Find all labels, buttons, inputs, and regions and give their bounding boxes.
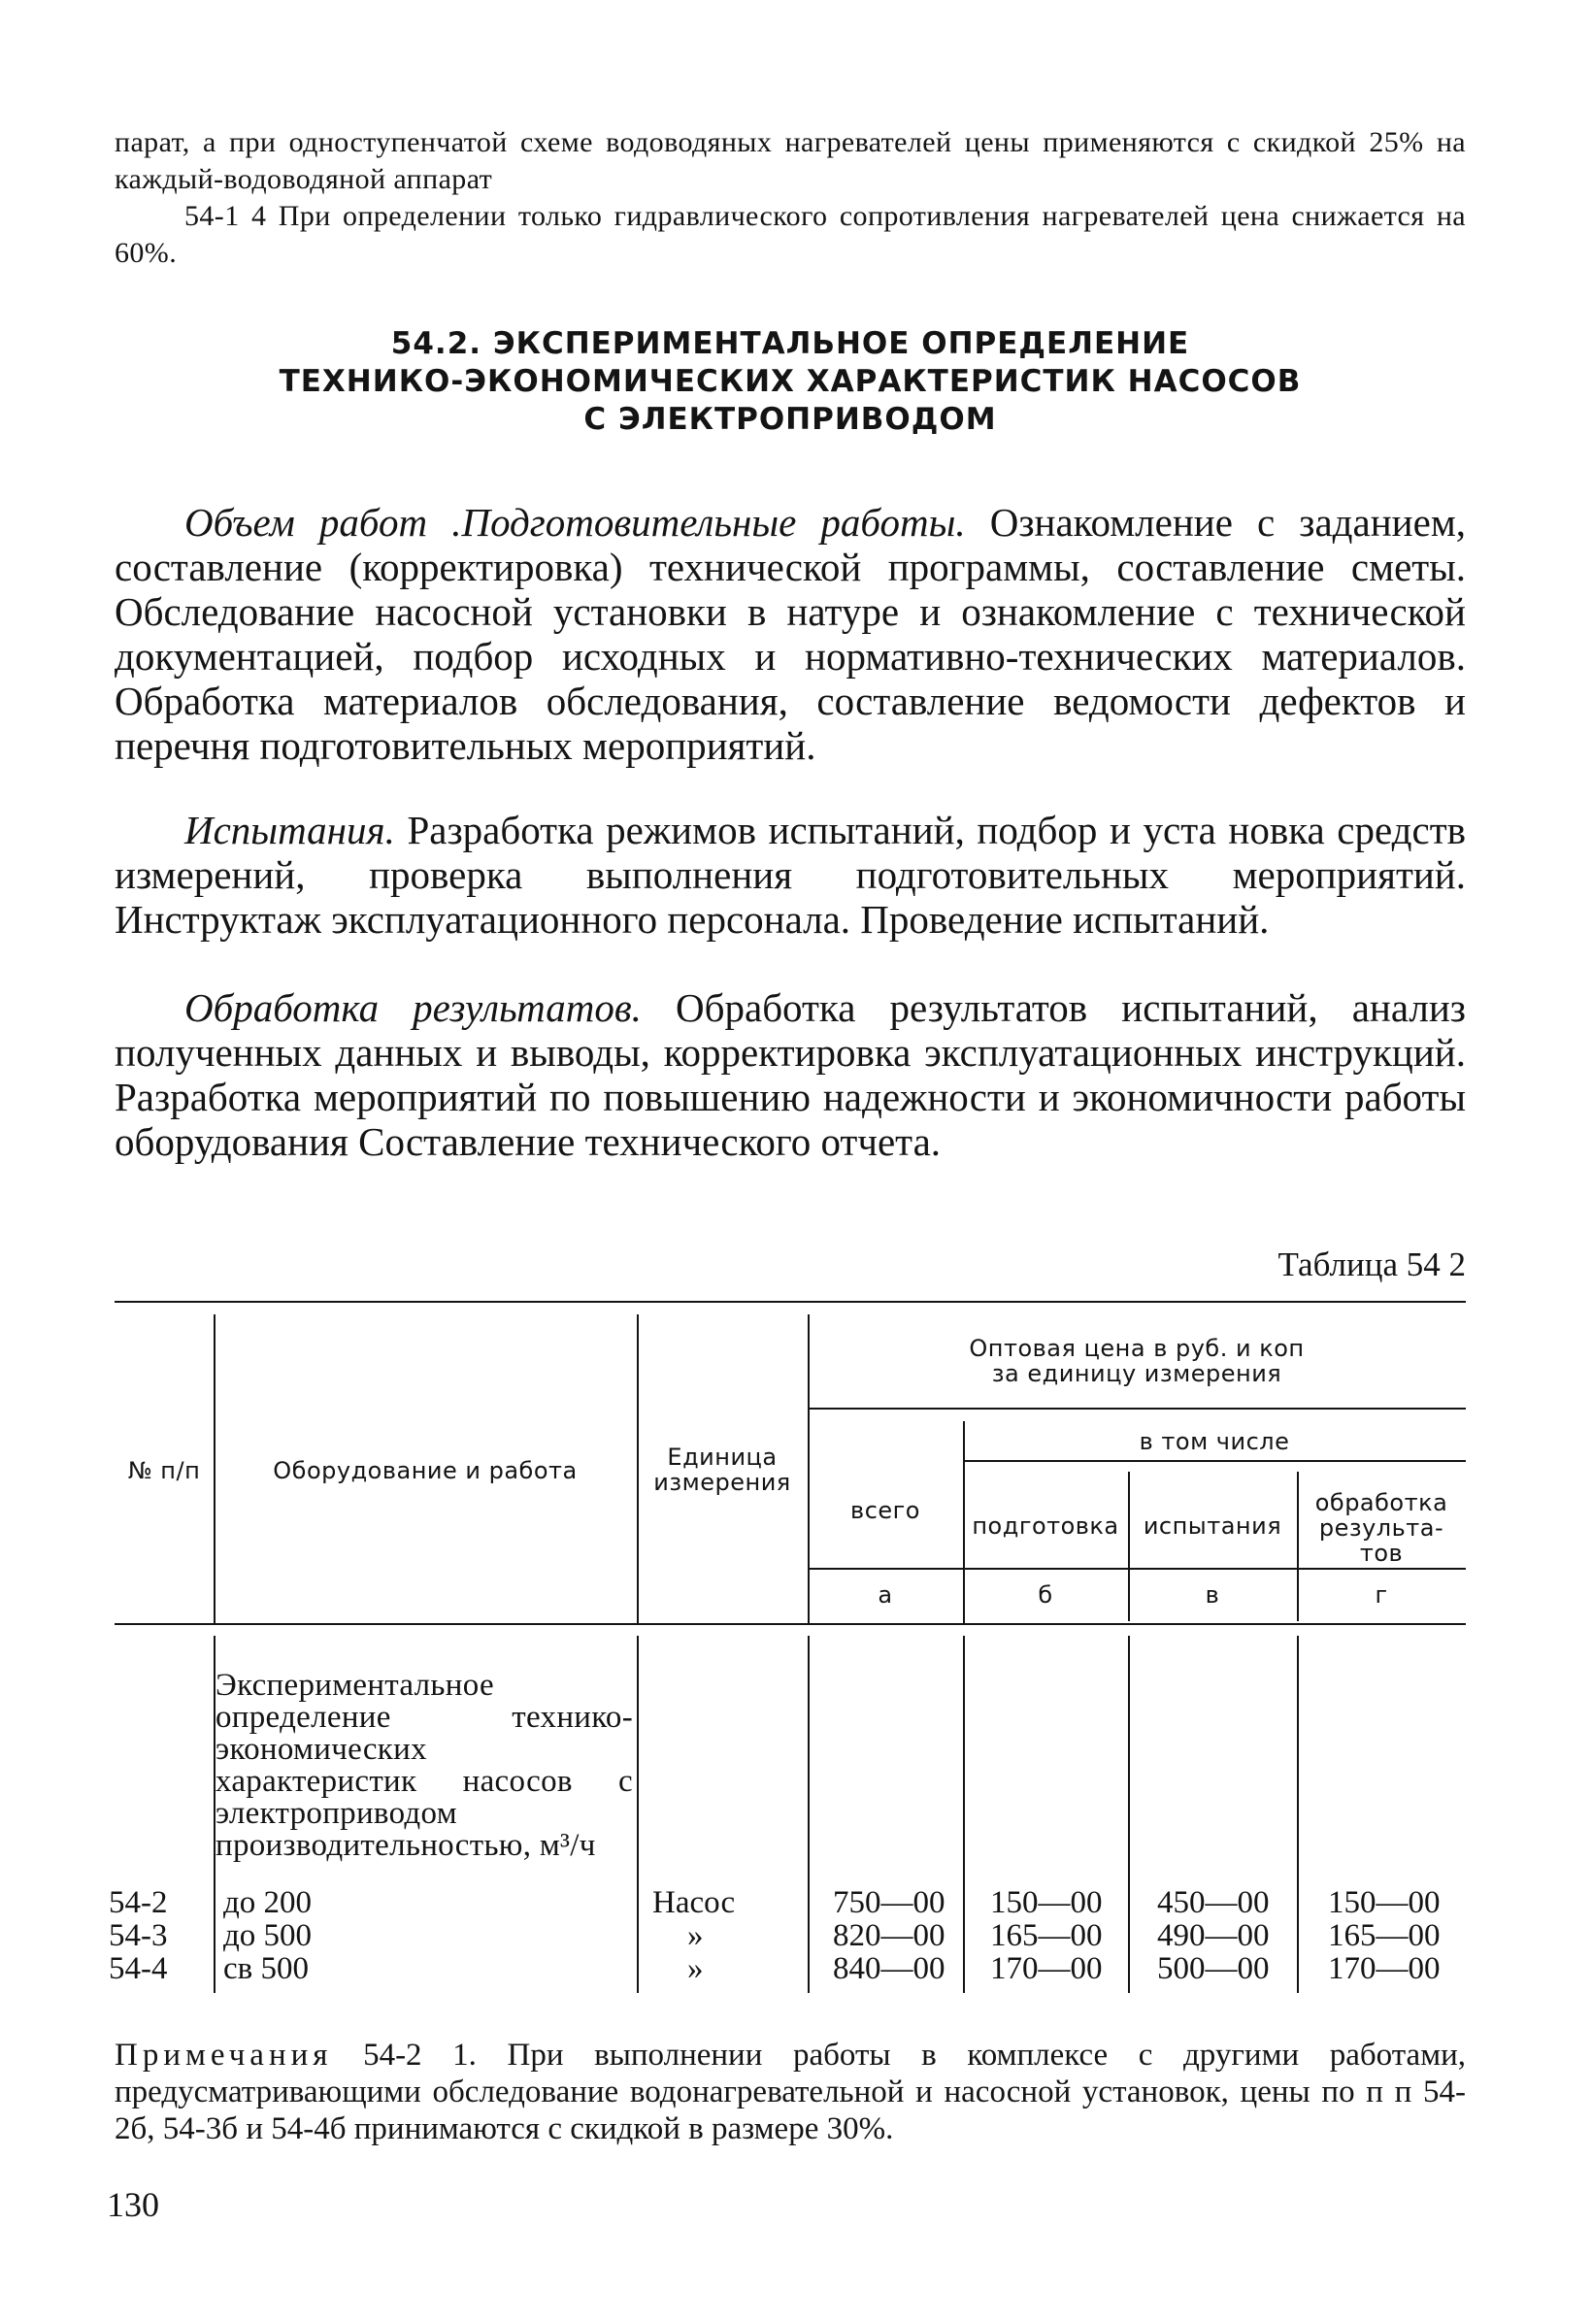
row-work: св 500 [223, 1951, 309, 1986]
table-top-rule [115, 1301, 1466, 1303]
heading-line-1: 54.2. ЭКСПЕРИМЕНТАЛЬНОЕ ОПРЕДЕЛЕНИЕ [390, 326, 1190, 361]
col-header-number: № п/п [127, 1457, 201, 1484]
scope-label: Объем работ .Подготовительные работы. [184, 500, 966, 545]
paragraph-results [115, 985, 1466, 1164]
row-total: 820—00 [833, 1918, 945, 1953]
row-test: 450—00 [1157, 1885, 1270, 1920]
heading-line-2: ТЕХНИКО-ЭКОНОМИЧЕСКИХ ХАРАКТЕРИСТИК НАСОСОВ [279, 364, 1302, 399]
row-total: 840—00 [833, 1951, 945, 1986]
paragraph-tests [115, 808, 1466, 942]
col-letter-v: в [1205, 1581, 1220, 1609]
col-letter-g: г [1375, 1581, 1388, 1609]
row-number: 54-3 [109, 1918, 168, 1953]
row-proc: 150—00 [1328, 1885, 1441, 1920]
table-caption: Таблица 54 2 [1277, 1245, 1466, 1283]
col-letter-b: б [1038, 1581, 1053, 1609]
header-bottom-rule [115, 1623, 1466, 1625]
results-label: Обработка результатов. [184, 985, 642, 1030]
col-header-processing: обработка результа- тов [1314, 1489, 1448, 1567]
col-header-total: всего [850, 1497, 920, 1524]
row-work: до 500 [223, 1918, 313, 1953]
body-vline [963, 1636, 965, 1993]
row-proc: 165—00 [1328, 1918, 1441, 1953]
row-description: Экспериментальное определение технико-экономических характеристик насосов с электроприводом производительностью, м³/ч [216, 1668, 633, 1863]
scope-text: Ознакомление с заданием, составление (корректировка) технической программы, составление сметы. Обследование насосной установки в натуре и ознакомление с технической документацией, подбор исходных и нормативно-технических материалов. Обработка материалов обследования, составление ведомости дефектов и перечня подготовительных мероприятий. [115, 500, 1467, 768]
row-unit: Насос [652, 1885, 736, 1920]
incl-header-rule [963, 1460, 1466, 1462]
notes-label: Примечания [115, 2038, 333, 2073]
col-header-equipment: Оборудование и работа [273, 1457, 578, 1484]
letters-rule [808, 1568, 1466, 1570]
price-table [109, 1301, 1466, 1995]
row-prep: 150—00 [990, 1885, 1103, 1920]
col-header-including: в том числе [1139, 1428, 1290, 1455]
row-unit: » [687, 1951, 704, 1986]
paragraph-54-1-4: 54-1 4 При определении только гидравлического сопротивления нагревателей цена снижается на 60%. [115, 200, 1466, 269]
col-letter-a: а [878, 1581, 893, 1609]
col-header-unit: Единица измерения [653, 1444, 791, 1496]
col-header-testing: испытания [1143, 1512, 1282, 1540]
tests-text: Разработка режимов испытаний, подбор и уста новка средств измерений, проверка выполнения подготовительных мероприятий. Инструктаж эксплуатационного персонала. Проведение испытаний. [115, 808, 1466, 942]
row-proc: 170—00 [1328, 1951, 1441, 1986]
notes-text: 54-2 1. При выполнении работы в комплексе с другими работами, предусматривающими обследование водонагревательной и насосной установок, цены по п п 54-2б, 54-3б и 54-4б принимаются с скидкой в размере 30%. [115, 2038, 1466, 2146]
row-test: 500—00 [1157, 1951, 1270, 1986]
body-vline [637, 1636, 639, 1993]
heading-line-3: С ЭЛЕКТРОПРИВОДОМ [583, 402, 997, 437]
paragraph-continued: парат, а при одноступенчатой схеме водоводяных нагревателей цены применяются с скидкой 25% на каждый-водоводяной аппарат [115, 126, 1466, 195]
row-work: до 200 [223, 1885, 313, 1920]
page-number: 130 [107, 2185, 159, 2224]
row-prep: 170—00 [990, 1951, 1103, 1986]
row-number: 54-4 [109, 1951, 168, 1986]
col-header-preparation: подготовка [972, 1512, 1119, 1540]
row-unit: » [687, 1918, 704, 1953]
price-header-rule [808, 1408, 1466, 1410]
paragraph-scope [115, 500, 1466, 768]
body-vline [1128, 1636, 1130, 1993]
row-prep: 165—00 [990, 1918, 1103, 1953]
row-total: 750—00 [833, 1885, 945, 1920]
section-heading [115, 325, 1466, 439]
col-header-price: Оптовая цена в руб. и коп за единицу измерения [969, 1335, 1305, 1387]
row-test: 490—00 [1157, 1918, 1270, 1953]
tests-label: Испытания. [184, 808, 395, 852]
body-vline [808, 1636, 810, 1993]
results-text: Обработка результатов испытаний, анализ полученных данных и выводы, корректировка эксплуатационных инструкций. Разработка мероприятий по повышению надежности и экономичности работы оборудования Составление технического отчета. [115, 985, 1466, 1164]
row-number: 54-2 [109, 1885, 168, 1920]
body-vline [1297, 1636, 1299, 1993]
table-notes [115, 2037, 1466, 2147]
